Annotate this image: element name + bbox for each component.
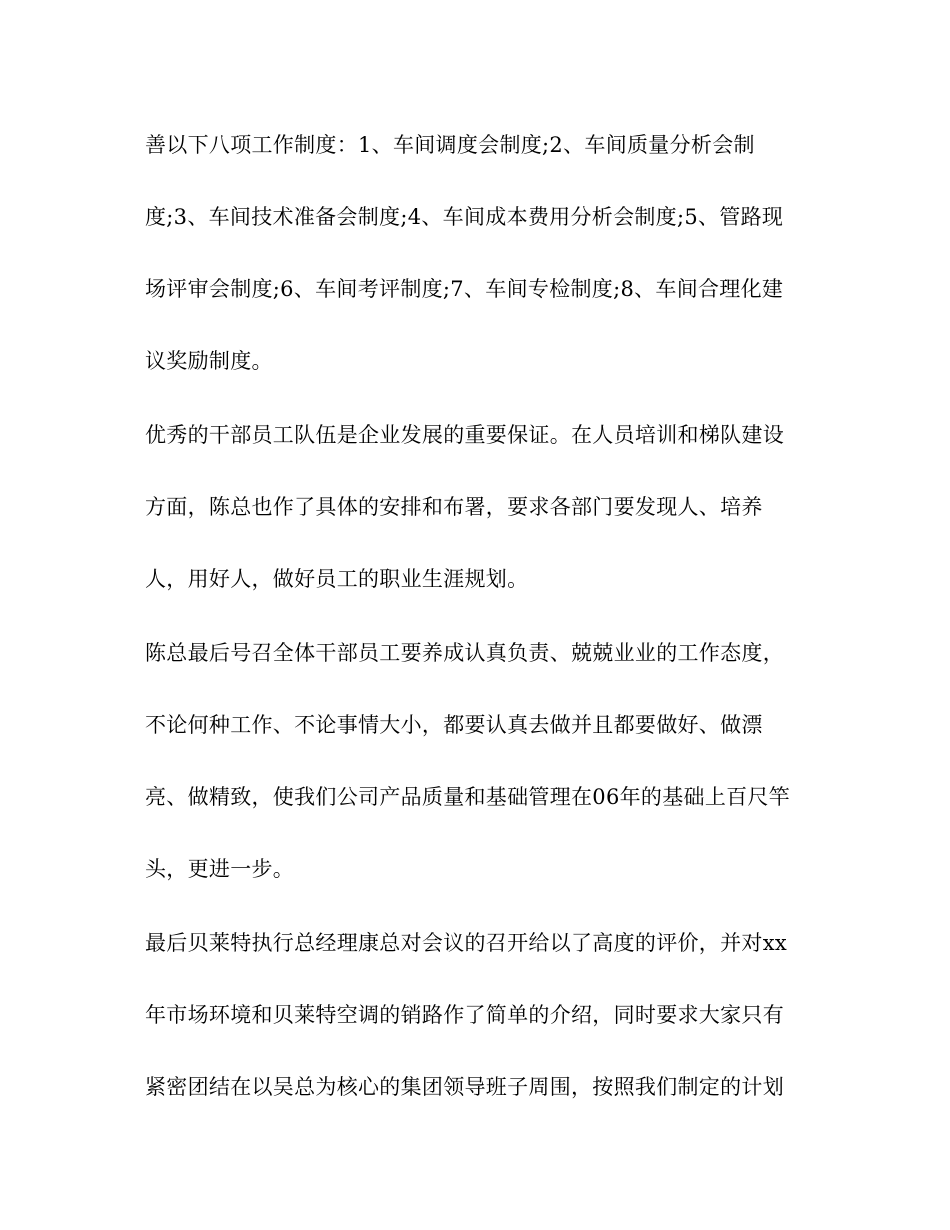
text-line: 度;3、车间技术准备会制度;4、车间成本费用分析会制度;5、管路现 bbox=[145, 205, 784, 229]
text-line: 善以下八项工作制度：1、车间调度会制度;2、车间质量分析会制 bbox=[145, 133, 755, 157]
text-line: 人，用好人，做好员工的职业生涯规划。 bbox=[145, 567, 529, 591]
text-line: 年市场环境和贝莱特空调的销路作了简单的介绍，同时要求大家只有 bbox=[145, 1003, 784, 1027]
text-line: 不论何种工作、不论事情大小，都要认真去做并且都要做好、做漂 bbox=[145, 713, 763, 737]
text-line: 议奖励制度。 bbox=[145, 349, 273, 373]
text-line: 紧密团结在以吴总为核心的集团领导班子周围，按照我们制定的计划 bbox=[145, 1075, 784, 1099]
text-line: 优秀的干部员工队伍是企业发展的重要保证。在人员培训和梯队建设 bbox=[145, 423, 784, 447]
text-line: 方面，陈总也作了具体的安排和布署，要求各部门要发现人、培养 bbox=[145, 495, 763, 519]
text-line: 亮、做精致，使我们公司产品质量和基础管理在06年的基础上百尺竿 bbox=[145, 785, 791, 809]
text-line: 头，更进一步。 bbox=[145, 857, 295, 881]
text-line: 场评审会制度;6、车间考评制度;7、车间专检制度;8、车间合理化建 bbox=[145, 277, 784, 301]
text-line: 最后贝莱特执行总经理康总对会议的召开给以了高度的评价，并对xx bbox=[145, 931, 787, 955]
text-line: 陈总最后号召全体干部员工要养成认真负责、兢兢业业的工作态度， bbox=[145, 641, 784, 665]
